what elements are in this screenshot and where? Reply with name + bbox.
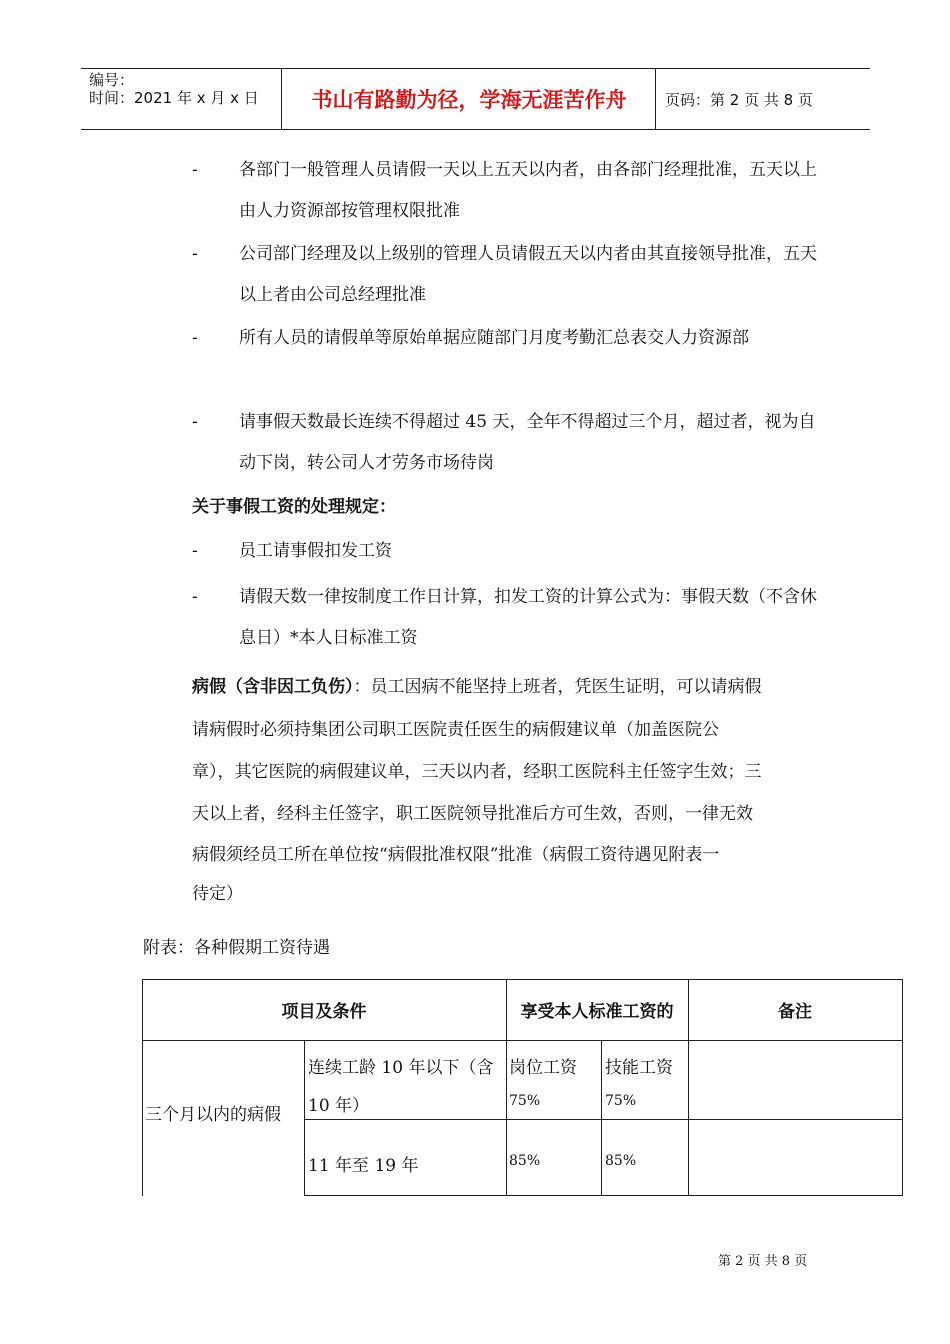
table-cell: 10 年） xyxy=(308,1096,370,1116)
table-cell: 85% xyxy=(509,1153,541,1169)
bullet-dash: - xyxy=(192,160,198,180)
table-border xyxy=(902,979,903,1196)
table-header-cell: 项目及条件 xyxy=(281,1002,367,1022)
list-item xyxy=(192,234,832,316)
list-item xyxy=(192,150,832,232)
table-border xyxy=(142,1040,903,1041)
sick-leave-line: 请病假时必须持集团公司职工医院责任医生的病假建议单（加盖医院公 xyxy=(192,720,719,740)
doc-time-label: 时间：2021 年 x 月 x 日 xyxy=(89,89,259,107)
section-heading: 关于事假工资的处理规定： xyxy=(192,497,396,517)
salary-table xyxy=(142,979,903,1196)
bullet-dash: - xyxy=(192,587,198,607)
bullet-dash: - xyxy=(192,541,198,561)
sick-leave-line: 待定） xyxy=(192,884,243,904)
header-divider xyxy=(655,69,656,129)
list-item xyxy=(192,318,832,400)
list-item xyxy=(192,577,832,659)
bullet-dash: - xyxy=(192,412,198,432)
header-page-info: 页码：第 2 页 共 8 页 xyxy=(665,90,813,109)
doc-number-label: 编号： xyxy=(89,71,135,89)
sick-leave-line xyxy=(192,672,762,697)
bullet-text: 请假天数一律按制度工作日计算，扣发工资的计算公式为：事假天数（不含休息日）*本人日标准工资 xyxy=(239,587,817,648)
bullet-text: 所有人员的请假单等原始单据应随部门月度考勤汇总表交人力资源部 xyxy=(239,328,749,348)
bullet-text: 公司部门经理及以上级别的管理人员请假五天以内者由其直接领导批准，五天以上者由公司总经理批准 xyxy=(239,244,817,305)
table-border xyxy=(304,1119,903,1120)
table-cell: 11 年至 19 年 xyxy=(308,1156,419,1176)
bullet-dash: - xyxy=(192,328,198,348)
table-header-cell: 备注 xyxy=(778,1002,812,1022)
header-meta xyxy=(89,71,259,107)
sick-leave-line: 天以上者，经科主任签字，职工医院领导批准后方可生效，否则，一律无效 xyxy=(192,804,753,824)
table-cell: 85% xyxy=(605,1153,637,1169)
table-caption: 附表：各种假期工资待遇 xyxy=(143,938,330,958)
page-footer: 第 2 页 共 8 页 xyxy=(718,1254,808,1269)
sick-leave-text: ：员工因病不能坚持上班者，凭医生证明，可以请病假 xyxy=(353,677,762,697)
table-cell: 连续工龄 10 年以下（含 xyxy=(308,1058,494,1078)
table-border xyxy=(304,1040,305,1196)
list-item xyxy=(192,531,832,572)
table-border xyxy=(601,1040,602,1196)
table-cell: 75% xyxy=(605,1093,637,1109)
sick-leave-line: 病假须经员工所在单位按“病假批准权限”批准（病假工资待遇见附表一 xyxy=(192,845,720,865)
bullet-text: 请事假天数最长连续不得超过 45 天，全年不得超过三个月，超过者，视为自动下岗，转公司人才劳务市场待岗 xyxy=(239,412,816,473)
bullet-text: 各部门一般管理人员请假一天以上五天以内者，由各部门经理批准，五天以上由人力资源部按管理权限批准 xyxy=(239,160,817,221)
page-header xyxy=(81,68,870,130)
sick-leave-line: 章），其它医院的病假建议单，三天以内者，经职工医院科主任签字生效；三 xyxy=(192,762,762,782)
table-cell: 岗位工资 xyxy=(509,1058,577,1078)
bullet-dash: - xyxy=(192,244,198,264)
list-item xyxy=(192,402,832,484)
table-cell: 技能工资 xyxy=(605,1058,673,1078)
bullet-text: 员工请事假扣发工资 xyxy=(239,541,392,561)
table-border xyxy=(304,1195,903,1196)
table-group-label: 三个月以内的病假 xyxy=(145,1105,281,1125)
header-motto: 书山有路勤为径，学海无涯苦作舟 xyxy=(311,88,627,112)
table-cell: 75% xyxy=(509,1093,541,1109)
header-divider xyxy=(281,69,282,129)
sick-leave-heading: 病假（含非因工负伤） xyxy=(192,677,354,697)
table-header-cell: 享受本人标准工资的 xyxy=(520,1002,674,1022)
